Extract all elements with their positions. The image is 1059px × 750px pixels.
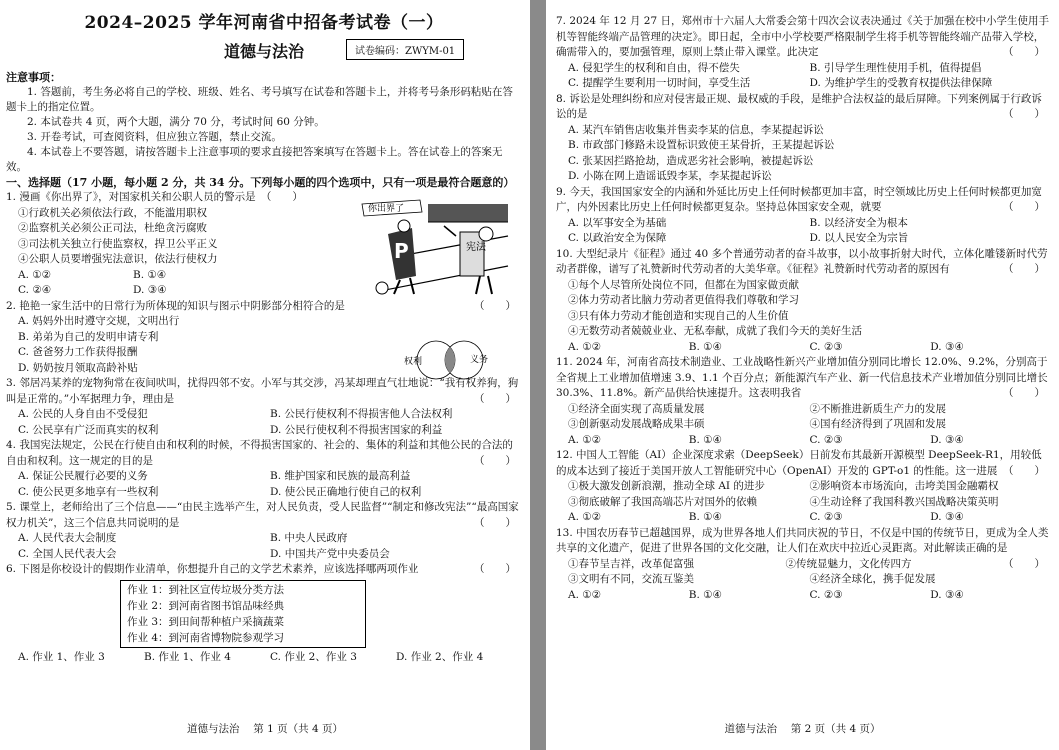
q11-option-a: A. ①② [568, 433, 602, 446]
q6-options-row [6, 650, 522, 666]
q9-option-a: A. 以军事安全为基础 [568, 216, 667, 229]
q10-option-b: B. ①④ [688, 340, 722, 353]
q9-option-c: C. 以政治安全为保障 [568, 232, 667, 244]
q3-options-row1 [6, 407, 522, 423]
q12-item: ②影响资本市场流向，击垮美国金融霸权 [809, 480, 999, 492]
q1-item: ②监察机关必须公正司法，杜绝贪污腐败 [18, 222, 207, 234]
q11-item: ④国有经济得到了巩固和发展 [809, 418, 946, 430]
q6-option-c: C. 作业 2、作业 3 [270, 650, 357, 663]
q1-option-c: C. ②④ [18, 284, 52, 296]
q10-stem-text: 10. 大型纪录片《征程》通过 40 多个普通劳动者的奋斗故事，以小故事折射大时代，立体化雕镂新时代劳动者群像，谱写了礼赞新时代劳动者的大美华章。《征程》礼赞新时代劳动者的原因有 [556, 247, 1048, 275]
notes-title: 注意事项： [6, 71, 61, 84]
question-5-stem [6, 500, 522, 531]
q4-options-row1 [6, 469, 522, 485]
q13-item: ④经济全球化，携手促发展 [809, 573, 936, 585]
q11-item: ②不断推进新质生产力的发展 [809, 402, 946, 415]
q11-item: ③创新驱动发展战略成果丰硕 [568, 418, 705, 430]
q7-answer-paren: （ ） [1003, 46, 1045, 58]
q11-options-row [556, 433, 1051, 449]
q9-options-row2 [556, 231, 1051, 247]
q8-option-d: D. 小陈在网上造谣诋毁李某，李某提起诉讼 [568, 170, 772, 182]
q2-option-a: A. 妈妈外出时遵守交规，文明出行 [18, 315, 180, 327]
q13-item: ③文明有不同，交流互鉴美 [568, 573, 694, 585]
q12-options-row [556, 510, 1051, 526]
cartoon-caption: 你出界了 [368, 204, 405, 214]
q1-option-b: B. ①④ [133, 268, 167, 281]
q11-option-b: B. ①④ [688, 433, 722, 446]
q4-option-d: D. 使公民正确地行使自己的权利 [270, 485, 422, 498]
task-item: 作业 1：到社区宣传垃圾分类方法 [127, 583, 285, 596]
q9-answer-paren: （ ） [1003, 201, 1045, 213]
venn-left-label: 权利 [404, 357, 423, 367]
q5-answer-paren: （ ） [474, 516, 516, 529]
q11-option-c: C. ②③ [809, 433, 843, 446]
question-1-stem: 1. 漫画《你出界了》，对国家机关和公职人员的警示是 （ ） [6, 191, 303, 203]
rights-duties-venn-diagram [398, 340, 502, 380]
note-item: 3. 开卷考试，可查阅资料，但应独立答题，禁止交流。 [27, 131, 282, 143]
q6-option-a: A. 作业 1、作业 3 [18, 650, 105, 663]
q3-options-row2 [6, 423, 522, 439]
question-2 [6, 299, 522, 315]
q13-items-row1 [556, 557, 1003, 573]
q6-option-b: B. 作业 1、作业 4 [144, 650, 231, 663]
q1-options-row2 [6, 283, 248, 299]
q13-items-row2 [556, 572, 1051, 588]
q5-option-a: A. 人民代表大会制度 [18, 532, 117, 544]
q4-options-row2 [6, 485, 522, 501]
q7-stem-text: 7. 2024 年 12 月 27 日，郑州市十六届人大常委会第十四次会议表决通过《关于加强在校中小学生使用手机等智能终端产品管理的决定》。即日起，全市中小学校要严格限制学生将手机等智能终端产品带入学校，确需带入的，要加强管理，原则上禁止带入课堂。此决定 [556, 15, 1049, 58]
subject-row [6, 39, 522, 65]
q5-options-row2 [6, 547, 522, 563]
holiday-task-list [120, 580, 366, 648]
q10-answer-paren: （ ） [1003, 263, 1045, 275]
q2-answer-paren: （ ） [474, 299, 516, 312]
cartoon-letter: P [394, 239, 409, 263]
exam-page-2 [546, 0, 1059, 750]
q10-item: ②体力劳动者比脑力劳动者更值得我们尊敬和学习 [568, 294, 799, 306]
q5-stem-text: 5. 课堂上，老师给出了三个信息——“由民主选举产生，对人民负责，受人民监督”“制定和修改宪法”“最高国家权力机关”，这三个信息共同说明的是 [6, 501, 519, 529]
q8-option-a: A. 某汽车销售店收集并售卖李某的信息，李某提起诉讼 [568, 123, 824, 136]
q10-option-a: A. ①② [568, 340, 602, 353]
paper-code-box: 试卷编码：ZWYM-01 [346, 39, 464, 60]
q9-option-b: B. 以经济安全为根本 [809, 216, 908, 229]
q8-stem-text: 8. 诉讼是处理纠纷和应对侵害最正规、最权威的手段，是维护合法权益的最后屏障。下列案例属于行政诉讼的是 [556, 92, 1042, 120]
q1-item: ③司法机关独立行使监察权，捍卫公平正义 [18, 237, 218, 250]
q1-item: ①行政机关必须依法行政，不能滥用职权 [18, 206, 207, 219]
q13-option-d: D. ③④ [930, 588, 964, 601]
q11-items-row2 [556, 417, 1051, 433]
q1-option-d: D. ③④ [133, 284, 167, 296]
q7-option-b: B. 引导学生理性使用手机，值得提倡 [809, 61, 982, 74]
note-item: 2. 本试卷共 4 页，两个大题，满分 70 分，考试时间 60 分钟。 [27, 116, 325, 128]
q12-option-b: B. ①④ [688, 511, 722, 523]
task-item: 作业 4：到河南省博物院参观学习 [127, 631, 285, 644]
task-item: 作业 3：到田间帮种植户采摘蔬菜 [127, 615, 285, 628]
q12-option-d: D. ③④ [930, 511, 964, 523]
q4-option-a: A. 保证公民履行必要的义务 [18, 470, 148, 482]
q3-option-c: C. 公民享有广泛而真实的权利 [18, 423, 159, 436]
cartoon-sign-text: 宪法 [466, 242, 486, 253]
q12-item: ③彻底破解了我国高端芯片对国外的依赖 [568, 495, 757, 508]
q5-option-b: B. 中央人民政府 [270, 532, 348, 544]
q3-option-a: A. 公民的人身自由不受侵犯 [18, 408, 148, 420]
question-6-stem: 6. 下图是你校设计的假期作业清单，你想提升自己的文学艺术素养，应该选择哪两项作业 [6, 563, 419, 575]
q2-option-d: D. 奶奶按月领取高龄补贴 [18, 361, 138, 374]
q13-item: ②传统显魅力，文化传四方 [785, 557, 912, 570]
q12-option-c: C. ②③ [809, 511, 843, 523]
q13-stem-text: 13. 中国农历春节已超越国界，成为世界各地人们共同庆祝的节日，不仅是中国的传统节日，更成为全人类共享的文化遗产，促进了世界各国的文化交融，让人们在欢庆中拉近心灵距离。对此解读正确的是 [556, 526, 1049, 554]
q1-options-row1 [6, 268, 248, 284]
venn-right-label: 义务 [470, 355, 489, 365]
q10-item: ④无数劳动者兢兢业业、无私奉献，成就了我们今天的美好生活 [568, 325, 862, 337]
question-10-stem [556, 247, 1051, 278]
q1-option-a: A. ①② [18, 268, 52, 281]
q4-answer-paren: （ ） [474, 454, 516, 467]
exam-title: 2024–2025 学年河南省中招备考试卷（一） [84, 13, 444, 33]
q7-options-row2 [556, 76, 1051, 92]
q13-options-row [556, 588, 1051, 604]
question-8-stem [556, 92, 1051, 123]
q13-option-c: C. ②③ [809, 588, 843, 601]
q3-answer-paren: （ ） [474, 392, 516, 405]
q12-option-a: A. ①② [568, 511, 602, 523]
question-3-stem [6, 376, 522, 407]
q9-option-d: D. 以人民安全为宗旨 [809, 232, 909, 244]
section-title: 一、选择题（17 小题，每小题 2 分，共 34 分。下列每小题的四个选项中，只有一项是最符合题意的） [6, 176, 515, 189]
q5-option-c: C. 全国人民代表大会 [18, 547, 117, 560]
note-item: 4. 本试卷上不要答题，请按答题卡上注意事项的要求直接把答案填写在答题卡上。答在试卷上的答案无效。 [6, 146, 503, 173]
question-6 [6, 562, 522, 578]
page-2-footer: 道德与法治 第 2 页（共 4 页） [724, 723, 881, 735]
q10-item: ①每个人尽管所处岗位不同，但都在为国家做贡献 [568, 278, 799, 291]
q10-option-d: D. ③④ [930, 340, 964, 353]
q7-option-a: A. 侵犯学生的权利和自由，得不偿失 [568, 61, 740, 74]
q3-option-d: D. 公民行使权利不得损害国家的利益 [270, 423, 443, 436]
q4-option-c: C. 使公民更多地享有一些权利 [18, 485, 159, 498]
q7-options-row1 [556, 61, 1051, 77]
q13-option-a: A. ①② [568, 588, 602, 601]
q1-item: ④公职人员要增强宪法意识，依法行使权力 [18, 253, 218, 265]
page-1-footer: 道德与法治 第 1 页（共 4 页） [186, 723, 344, 735]
q13-answer-paren: （ ） [1003, 557, 1045, 570]
subject-name: 道德与法治 [223, 42, 304, 61]
question-4-stem [6, 438, 522, 469]
q5-option-d: D. 中国共产党中央委员会 [270, 547, 390, 560]
q3-option-b: B. 公民行使权利不得损害他人合法权利 [270, 408, 453, 420]
q10-item: ③只有体力劳动才能创造和实现自己的人生价值 [568, 309, 789, 322]
q9-options-row1 [556, 216, 1051, 232]
q2-option-b: B. 弟弟为自己的发明申请专利 [18, 330, 159, 343]
q8-answer-paren: （ ） [1003, 108, 1045, 120]
q12-item: ④生动诠释了我国科教兴国战略决策英明 [809, 495, 999, 508]
q7-option-c: C. 提醒学生要利用一切时间，享受生活 [568, 77, 751, 89]
q10-option-c: C. ②③ [809, 340, 843, 353]
q11-option-d: D. ③④ [930, 433, 964, 446]
q13-item: ①春节呈吉祥，改革促富强 [568, 557, 694, 570]
q2-option-c: C. 爸爸努力工作获得报酬 [18, 346, 138, 358]
q12-items-row1 [556, 479, 1051, 495]
q11-items-row1 [556, 402, 1051, 418]
q12-item: ①极大激发创新浪潮，推动全球 AI 的进步 [568, 480, 765, 492]
q13-option-b: B. ①④ [688, 588, 722, 601]
q12-answer-paren: （ ） [1003, 464, 1045, 477]
question-12-stem [556, 448, 1051, 479]
task-item: 作业 2：到河南省图书馆品味经典 [127, 599, 285, 612]
q12-stem-text: 12. 中国人工智能（AI）企业深度求索（DeepSeek）日前发布其最新开源模型 DeepSeek-R1，用较低的成本达到了接近于美国开放人工智能研究中心（OpenAI）开发的 GPT-o1 的性能。这一进展 [556, 449, 1042, 477]
q11-answer-paren: （ ） [1003, 387, 1045, 399]
q10-options-row [556, 340, 1051, 356]
q5-options-row1 [6, 531, 522, 547]
q11-item: ①经济全面实现了高质量发展 [568, 402, 705, 415]
q9-stem-text: 9. 今天，我国国家安全的内涵和外延比历史上任何时候都更加丰富，时空领域比历史上任何时候都更加宽广，内外因素比历史上任何时候都更复杂。坚持总体国家安全观，就要 [556, 185, 1042, 213]
question-2-stem: 2. 艳艳一家生活中的日常行为所体现的知识与图示中阴影部分相符合的是 [6, 299, 345, 312]
question-9-stem [556, 185, 1051, 216]
note-item: 1. 答题前，考生务必将自己的学校、班级、姓名、考号填写在试卷和答题卡上，并将考号条形码粘贴在答题卡上的指定位置。 [6, 86, 513, 113]
q8-option-b: B. 市政部门修路未设置标识致使王某骨折，王某提起诉讼 [568, 139, 835, 151]
q12-items-row2 [556, 495, 1051, 511]
q6-answer-paren: （ ） [474, 563, 516, 575]
question-11-stem [556, 355, 1051, 402]
q6-option-d: D. 作业 2、作业 4 [396, 650, 484, 663]
q3-stem-text: 3. 邻居冯某养的宠物狗常在夜间吠叫，扰得四邻不安。小军与其交涉，冯某却理直气壮地说：“我有权养狗，狗叫是正常的。”小军据理力争，理由是 [6, 377, 519, 405]
q8-option-c: C. 张某因拦路抢劫，造成恶劣社会影响，被提起诉讼 [568, 154, 814, 167]
cartoon-you-are-out-of-bounds [360, 196, 510, 296]
q4-option-b: B. 维护国家和民族的最高利益 [270, 470, 411, 482]
q7-option-d: D. 为维护学生的受教育权提供法律保障 [809, 77, 993, 89]
q4-stem-text: 4. 我国宪法规定，公民在行使自由和权利的时候，不得损害国家的、社会的、集体的利益和其他公民的合法的自由和权利。这一规定的目的是 [6, 439, 513, 467]
question-7-stem [556, 14, 1051, 61]
q11-stem-text: 11. 2024 年，河南省高技术制造业、工业战略性新兴产业增加值分别同比增长 12.0%、9.2%，分别高于全省规上工业增加值增速 3.9、1.1 个百分点；新能源汽车产业、新一代信息技术产业增加值分别同比增长 30.3%、11.8%。新产品供给快速提升。这表明我省 [556, 356, 1048, 399]
